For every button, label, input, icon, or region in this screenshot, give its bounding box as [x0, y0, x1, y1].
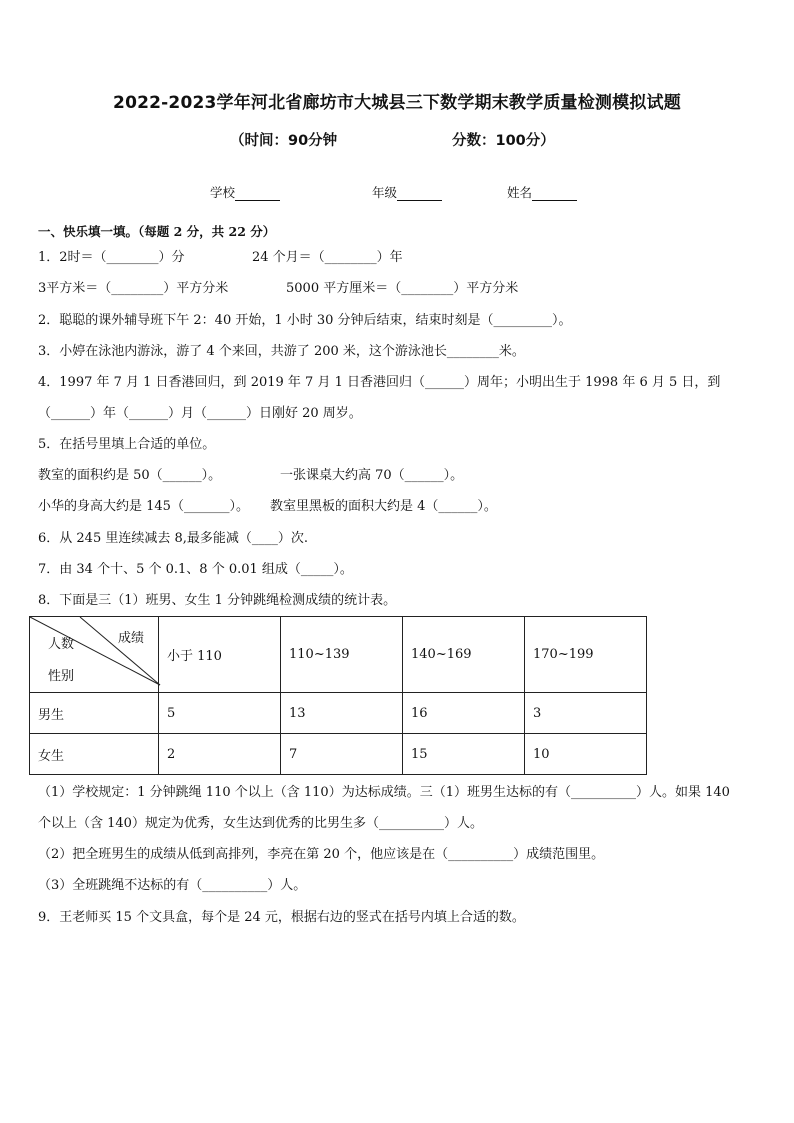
corner-label-people: 人数: [48, 637, 75, 652]
table-cell: 5: [159, 693, 281, 734]
table-cell: 15: [403, 734, 525, 775]
table-row: [30, 734, 647, 775]
question-6: 6．从 245 里连续减去 8,最多能减（____）次.: [38, 531, 309, 546]
jump-rope-table: [29, 616, 647, 775]
table-row-label: 男生: [30, 693, 159, 734]
name-blank[interactable]: [532, 187, 577, 201]
table-header-row: [30, 617, 647, 693]
table-header-cell: 140~169: [403, 617, 525, 693]
question-1d: 5000 平方厘米＝（________）平方分米: [286, 281, 519, 296]
question-2: 2．聪聪的课外辅导班下午 2：40 开始，1 小时 30 分钟后结束，结束时刻是（_________）。: [38, 313, 572, 328]
corner-label-score: 成绩: [118, 631, 145, 646]
table-header-cell: 110~139: [281, 617, 403, 693]
table-row: [30, 693, 647, 734]
section-heading: 一、快乐填一填。（每题 2 分，共 22 分）: [38, 224, 276, 239]
time-label: （时间：90分钟: [230, 133, 338, 149]
table-header-cell: 170~199: [525, 617, 647, 693]
school-blank[interactable]: [235, 187, 280, 201]
corner-label-gender: 性别: [48, 669, 75, 684]
question-8-1b: 个以上（含 140）规定为优秀，女生达到优秀的比男生多（__________）人。: [38, 816, 483, 831]
name-field[interactable]: [507, 183, 577, 201]
question-1b: 24 个月＝（________）年: [252, 250, 403, 265]
question-1a: 1．2时＝（________）分: [38, 250, 185, 265]
grade-field[interactable]: [372, 183, 442, 201]
question-8: 8．下面是三（1）班男、女生 1 分钟跳绳检测成绩的统计表。: [38, 593, 397, 608]
table-cell: 16: [403, 693, 525, 734]
table-cell: 10: [525, 734, 647, 775]
school-field[interactable]: [210, 183, 280, 201]
question-4b: （______）年（______）月（______）日刚好 20 周岁。: [38, 406, 362, 421]
name-label: 姓名: [507, 185, 533, 200]
question-5c: 小华的身高大约是 145（_______）。: [38, 499, 249, 514]
page-title: 2022-2023学年河北省廊坊市大城县三下数学期末教学质量检测模拟试题: [113, 93, 681, 113]
question-8-1a: （1）学校规定：1 分钟跳绳 110 个以上（含 110）为达标成绩。三（1）班男生达标的有（__________）人。如果 140: [38, 785, 730, 800]
question-5: 5．在括号里填上合适的单位。: [38, 437, 216, 452]
question-3: 3．小婷在泳池内游泳，游了 4 个来回，共游了 200 米，这个游泳池长________米。: [38, 344, 525, 359]
question-5b: 一张课桌大约高 70（______）。: [280, 468, 464, 483]
question-1c: 3平方米＝（________）平方分米: [38, 281, 229, 296]
question-4a: 4．1997 年 7 月 1 日香港回归，到 2019 年 7 月 1 日香港回归（______）周年；小明出生于 1998 年 6 月 5 日，到: [38, 375, 721, 390]
table-corner-cell: [30, 617, 159, 693]
question-7: 7．由 34 个十、5 个 0.1、8 个 0.01 组成（_____）。: [38, 562, 353, 577]
table-cell: 13: [281, 693, 403, 734]
question-5d: 教室里黑板的面积大约是 4（______）。: [270, 499, 497, 514]
question-8-2: （2）把全班男生的成绩从低到高排列，李亮在第 20 个，他应该是在（__________）成绩范围里。: [38, 847, 605, 862]
question-9: 9．王老师买 15 个文具盒，每个是 24 元，根据右边的竖式在括号内填上合适的数。: [38, 910, 525, 925]
table-cell: 3: [525, 693, 647, 734]
school-label: 学校: [210, 185, 236, 200]
score-label: 分数：100分）: [452, 133, 555, 149]
grade-blank[interactable]: [397, 187, 442, 201]
table-cell: 2: [159, 734, 281, 775]
question-5a: 教室的面积约是 50（______）。: [38, 468, 222, 483]
table-row-label: 女生: [30, 734, 159, 775]
table-cell: 7: [281, 734, 403, 775]
question-8-3: （3）全班跳绳不达标的有（__________）人。: [38, 878, 307, 893]
table-header-cell: 小于 110: [159, 617, 281, 693]
grade-label: 年级: [372, 185, 398, 200]
